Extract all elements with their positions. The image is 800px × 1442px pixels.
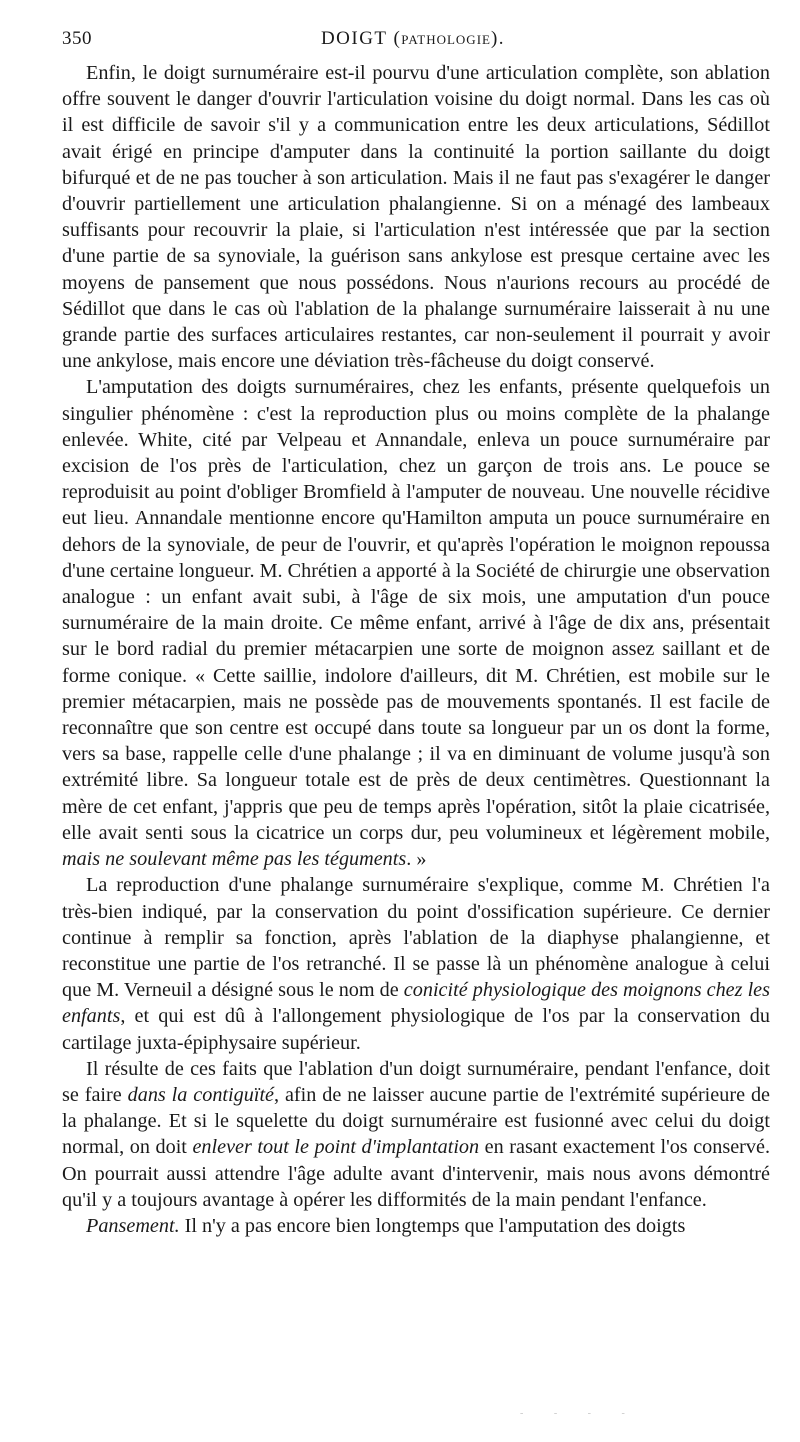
paragraph <box>62 872 770 1055</box>
text-segment: en rasant exactement l'os conservé. On pourrait aussi attendre l'âge adulte avant d'intervenir, mais nous avons démontré qu'il y a toujours avantage à opérer les difformités de la main pendant l'enfance. <box>62 1136 771 1211</box>
running-title-main: DOIGT <box>320 28 388 49</box>
text-segment: Il n'y a pas encore bien longtemps que l'amputation des doigts <box>179 1214 686 1237</box>
text-segment: L'amputation des doigts surnuméraires, chez les enfants, présente quelquefois un singulier phénomène : c'est la reproduction plus ou moins complète de la phalange enlevée. White, cité par Velpeau et Annandale, enleva un pouce surnuméraire par excision de l'os près de l'articulation, chez un garçon de trois ans. Le pouce se reproduisit au point d'obliger Bromfield à l'amputer de nouveau. Une nouvelle récidive eut lieu. Annandale mentionne encore qu'Hamilton amputa un pouce surnuméraire en dehors de la synoviale, de peur de l'ouvrir, et qu'après l'opération le moignon repoussa d'une certaine longueur. M. Chrétien a apporté à la Société de chirurgie une observation analogue : un enfant avait subi, à l'âge de six mois, une amputation d'un pouce surnuméraire de la main droite. Ce même enfant, arrivé à l'âge de dix ans, présentait sur le bord radial du premier métacarpien une sorte de moignon assez saillant et de forme conique. « Cette saillie, indolore d'ailleurs, dit M. Chrétien, est mobile sur le premier métacarpien, mais ne possède pas de mouvements spontanés. Il est facile de reconnaître que son centre est occupé dans toute sa longueur par un os dont la forme, vers sa base, rappelle celle d'une phalange ; il va en diminuant de volume jusqu'à son extrémité libre. Sa longueur totale est de près de deux centimètres. Questionnant la mère de cet enfant, j'appris que peu de temps après l'opération, sitôt la plaie cicatrisée, elle avait senti sous la cicatrice un corps dur, peu volumineux et légèrement mobile, <box>62 376 770 844</box>
running-title-subtitle: PATHOLOGIE <box>401 32 491 47</box>
italic-text-segment: mais ne soulevant même pas les téguments <box>62 848 407 871</box>
italic-text-segment: conicité physiologique des moignons chez les enfants <box>62 979 770 1028</box>
italic-text-segment: dans la contiguïté <box>127 1083 275 1106</box>
paragraph <box>62 60 770 374</box>
body-text <box>62 60 770 1239</box>
italic-text-segment: enlever tout le point d'implantation <box>192 1136 480 1159</box>
italic-text-segment: Pansement. <box>86 1214 180 1237</box>
paragraph <box>62 1213 770 1239</box>
running-header <box>62 28 764 58</box>
text-segment: La reproduction d'une phalange surnuméraire s'explique, comme M. Chrétien l'a très-bien indiqué, par la conservation du point d'ossification supérieure. Ce dernier continue à remplir sa fonction, après l'ablation de la diaphyse phalangienne, et reconstitue une partie de l'os retranché. Il se passe là un phénomène analogue à celui que M. Verneuil a désigné sous le nom de <box>62 874 770 1002</box>
scan-marks: - - - - <box>520 1408 639 1419</box>
page-number: 350 <box>62 28 92 49</box>
paragraph <box>62 374 770 872</box>
text-segment: Il résulte de ces faits que l'ablation d'un doigt surnuméraire, pendant l'enfance, doit se faire <box>62 1057 770 1106</box>
text-segment: . » <box>406 848 427 871</box>
running-title: DOIGT (PATHOLOGIE). <box>320 28 506 49</box>
text-segment: Enfin, le doigt surnuméraire est-il pourvu d'une articulation complète, son ablation offre souvent le danger d'ouvrir l'articulation voisine du doigt normal. Dans les cas où il est difficile de savoir s'il y a communication entre les deux articulations, Sédillot avait érigé en principe d'amputer dans la continuité la portion saillante du doigt bifurqué et de ne pas toucher à son articulation. Mais il ne faut pas s'exagérer le danger d'ouvrir partiellement une articulation phalangienne. Si on a ménagé des lambeaux suffisants pour recouvrir la plaie, si l'articulation n'est intéressée que par la section d'une partie de sa synoviale, la guérison sans ankylose est presque certaine avec les moyens de pansement que nous possédons. Nous n'aurions recours au procédé de Sédillot que dans le cas où l'ablation de la phalange surnuméraire laisserait à nu une grande partie des surfaces articulaires restantes, car non-seulement il pourrait y avoir une ankylose, mais encore une déviation très-fâcheuse du doigt conservé. <box>62 62 770 373</box>
paragraph <box>62 1056 770 1213</box>
text-segment: , afin de ne laisser aucune partie de l'extrémité supérieure de la phalange. Et si le squelette du doigt surnuméraire est fusionné avec celui du doigt normal, on doit <box>62 1083 770 1159</box>
text-segment: , et qui est dû à l'allongement physiologique de l'os par la conservation du cartilage juxta-épiphysaire supérieur. <box>62 1005 770 1054</box>
